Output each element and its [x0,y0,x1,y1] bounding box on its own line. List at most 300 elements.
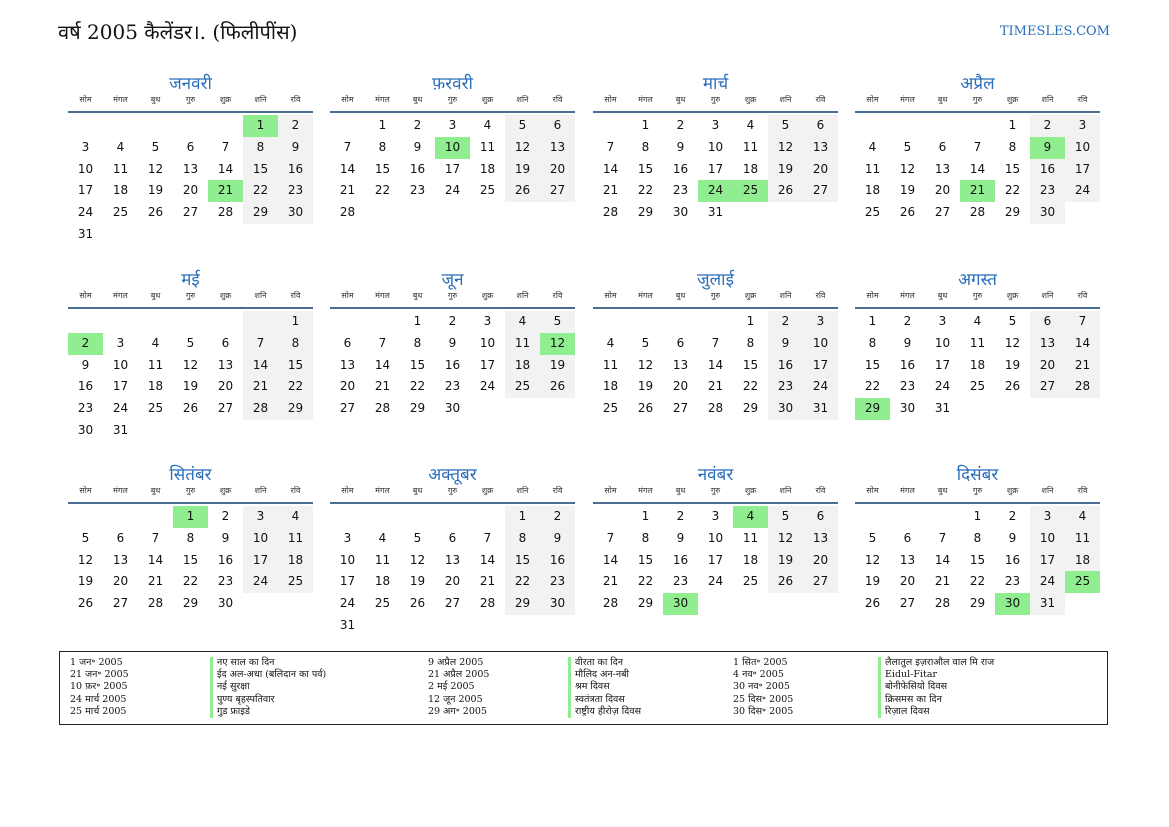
day-cell: 4 [606,335,615,350]
weekday-header [593,94,838,110]
day-cell: 5 [413,530,422,545]
month-calendar [330,463,575,637]
day-cell: 8 [378,139,387,154]
day-grid [68,506,313,615]
day-cell: 14 [339,161,356,176]
day-cell: 9 [1008,530,1017,545]
month-name: जुलाई [697,270,734,290]
day-cell: 9 [903,335,912,350]
day-cell: 20 [217,379,234,394]
weekday-label: शुक्र [219,95,232,104]
legend-holiday-name: मौलिद अन-नबी [568,669,641,681]
day-cell: 16 [444,357,461,372]
day-cell: 3 [243,506,278,528]
day-cell: 2 [448,314,457,328]
day-cell: 25 [479,183,496,198]
day-cell: 3 [81,139,90,154]
day-cell: 22 [637,574,654,589]
day-cell: 20 [182,183,199,198]
day-cell: 15 [637,552,654,567]
day-cell: 25 [147,401,164,416]
day-cell: 20 [1030,355,1065,377]
holiday-day-cell: 29 [855,398,890,420]
day-cell: 16 [1030,159,1065,181]
weekday-label: शनि [254,95,267,104]
day-cell: 12 [1004,335,1021,350]
day-cell: 19 [768,550,803,572]
weekday-label: सोम [341,486,354,495]
day-cell: 14 [147,552,164,567]
day-cell: 27 [803,180,838,202]
legend-holiday-name: बोनीफेसियो दिवस [878,681,994,693]
day-cell: 15 [409,357,426,372]
day-cell: 18 [374,574,391,589]
day-cell: 9 [676,530,685,545]
day-cell: 1 [278,311,313,333]
day-cell: 31 [803,398,838,420]
day-cell: 19 [1004,357,1021,372]
day-cell: 1 [973,509,982,523]
weekday-label: रवि [815,95,826,104]
day-cell: 14 [479,552,496,567]
legend-date-column [428,657,489,718]
header-divider [330,307,575,309]
header-divider [593,307,838,309]
day-cell: 5 [186,335,195,350]
legend-date: 21 जन॰ 2005 [70,669,129,681]
month-calendar [855,463,1100,615]
day-cell: 1 [641,118,650,132]
day-cell: 30 [217,596,234,611]
weekday-label: बुध [412,291,423,300]
empty-cell [470,506,505,528]
day-cell: 21 [707,379,724,394]
weekday-label: गुरु [447,291,458,300]
empty-cell [960,115,995,137]
day-cell: 29 [637,596,654,611]
day-cell: 2 [768,311,803,333]
day-cell: 5 [1008,314,1017,328]
day-cell: 24 [243,571,278,593]
day-cell: 25 [505,376,540,398]
weekday-label: बुध [937,291,948,300]
day-cell: 28 [602,205,619,220]
legend-name-column [878,657,994,718]
weekday-label: बुध [675,486,686,495]
holiday-day-cell: 25 [1065,571,1100,593]
day-cell: 10 [243,528,278,550]
weekday-label: मंगल [113,486,128,495]
empty-cell [68,506,103,528]
weekday-label: रवि [815,486,826,495]
day-cell: 23 [540,571,575,593]
day-cell: 6 [221,335,230,350]
day-cell: 3 [803,311,838,333]
weekday-label: शुक्र [1006,95,1019,104]
weekday-header [68,290,313,306]
day-cell: 22 [409,379,426,394]
day-cell: 22 [969,574,986,589]
legend-holiday-name: गुड फ्राइडे [210,706,326,718]
weekday-label: बुध [675,95,686,104]
header-divider [330,502,575,504]
day-cell: 28 [1065,376,1100,398]
day-cell: 6 [1030,311,1065,333]
month-name: नवंबर [697,465,734,485]
day-cell: 15 [278,355,313,377]
day-cell: 22 [864,379,881,394]
day-cell: 19 [505,159,540,181]
weekday-label: शुक्र [219,291,232,300]
weekday-label: मंगल [638,486,653,495]
day-cell: 8 [746,335,755,350]
day-cell: 15 [374,161,391,176]
day-cell: 5 [505,115,540,137]
holiday-day-cell: 25 [733,180,768,202]
day-cell: 21 [934,574,951,589]
day-cell: 28 [969,205,986,220]
day-cell: 6 [938,139,947,154]
day-cell: 17 [707,552,724,567]
day-cell: 19 [147,183,164,198]
day-cell: 21 [479,574,496,589]
day-cell: 9 [540,528,575,550]
day-cell: 24 [444,183,461,198]
day-cell: 3 [343,530,352,545]
month-name: अप्रैल [960,74,995,94]
day-cell: 24 [1065,180,1100,202]
empty-cell [698,311,733,333]
legend-holiday-name: वीरता का दिन [568,657,641,669]
day-cell: 11 [969,335,986,350]
day-cell: 17 [479,357,496,372]
day-cell: 24 [77,205,94,220]
day-cell: 25 [864,205,881,220]
empty-cell [890,506,925,528]
day-cell: 2 [221,509,230,523]
day-cell: 1 [1008,118,1017,132]
day-cell: 16 [768,355,803,377]
weekday-label: सोम [341,291,354,300]
day-cell: 28 [147,596,164,611]
day-cell: 18 [1065,550,1100,572]
day-cell: 26 [409,596,426,611]
legend-date: 29 अग॰ 2005 [428,705,487,717]
day-cell: 28 [707,401,724,416]
day-cell: 29 [637,205,654,220]
day-cell: 7 [938,530,947,545]
day-cell: 21 [147,574,164,589]
day-cell: 24 [479,379,496,394]
weekday-label: शनि [779,95,792,104]
weekday-header [855,485,1100,501]
weekday-label: शनि [1041,95,1054,104]
empty-cell [68,311,103,333]
header-divider [593,111,838,113]
day-cell: 5 [768,115,803,137]
legend-date: 12 जून 2005 [428,693,483,705]
day-cell: 12 [768,137,803,159]
month-name: मई [181,270,200,290]
day-cell: 10 [934,335,951,350]
day-cell: 17 [1030,550,1065,572]
day-cell: 9 [81,357,90,372]
weekday-label: सोम [79,95,92,104]
day-cell: 19 [409,574,426,589]
day-cell: 17 [339,574,356,589]
day-cell: 30 [899,401,916,416]
weekday-label: शनि [516,291,529,300]
day-cell: 26 [637,401,654,416]
day-cell: 1 [413,314,422,328]
day-cell: 1 [746,314,755,328]
day-cell: 8 [868,335,877,350]
day-cell: 6 [343,335,352,350]
day-cell: 14 [969,161,986,176]
day-cell: 29 [182,596,199,611]
day-cell: 26 [77,596,94,611]
empty-cell [628,311,663,333]
month-name: सितंबर [169,465,212,485]
header-divider [330,111,575,113]
day-cell: 30 [672,205,689,220]
day-cell: 6 [803,115,838,137]
day-cell: 22 [243,180,278,202]
day-cell: 13 [444,552,461,567]
day-cell: 13 [217,357,234,372]
empty-cell [173,115,208,137]
legend-date: 24 मार्च 2005 [70,693,127,705]
day-cell: 28 [339,205,356,220]
weekday-header [855,94,1100,110]
day-cell: 23 [672,574,689,589]
header-divider [68,502,313,504]
day-cell: 27 [540,180,575,202]
day-cell: 14 [1065,333,1100,355]
empty-cell [68,115,103,137]
site-link[interactable]: TIMESLES.COM [999,24,1110,39]
page-title: वर्ष 2005 कैलेंडर।. (फिलीपींस) [58,20,298,44]
legend-date: 1 सित॰ 2005 [733,657,788,668]
legend-date: 10 फ़र॰ 2005 [70,681,128,693]
day-cell: 18 [479,161,496,176]
weekday-header [855,290,1100,306]
day-cell: 9 [448,335,457,350]
day-grid [855,311,1100,420]
day-cell: 10 [479,335,496,350]
weekday-label: शनि [1041,291,1054,300]
day-cell: 27 [217,401,234,416]
day-cell: 17 [934,357,951,372]
weekday-header [330,485,575,501]
month-name: अगस्त [958,270,997,290]
weekday-label: बुध [150,291,161,300]
day-cell: 3 [483,314,492,328]
day-cell: 15 [864,357,881,372]
month-calendar [330,72,575,224]
month-name: दिसंबर [956,465,999,485]
weekday-label: गुरु [972,95,983,104]
day-cell: 12 [409,552,426,567]
day-cell: 7 [973,139,982,154]
day-cell: 4 [151,335,160,350]
weekday-label: बुध [937,95,948,104]
day-cell: 13 [339,357,356,372]
day-cell: 20 [672,379,689,394]
day-cell: 26 [147,205,164,220]
weekday-label: मंगल [113,95,128,104]
day-cell: 18 [864,183,881,198]
day-cell: 11 [147,357,164,372]
weekday-label: शनि [779,486,792,495]
empty-cell [208,115,243,137]
day-cell: 13 [1030,333,1065,355]
day-cell: 31 [934,401,951,416]
day-cell: 4 [746,118,755,132]
weekday-label: मंगल [113,291,128,300]
weekday-label: सोम [866,486,879,495]
day-cell: 11 [112,161,129,176]
day-cell: 15 [1004,161,1021,176]
day-cell: 8 [505,528,540,550]
empty-cell [925,506,960,528]
weekday-label: बुध [150,486,161,495]
empty-cell [925,115,960,137]
day-cell: 21 [339,183,356,198]
day-cell: 6 [116,530,125,545]
day-cell: 11 [602,357,619,372]
day-cell: 10 [707,530,724,545]
day-cell: 25 [602,401,619,416]
legend-date-column [70,657,129,718]
weekday-label: बुध [150,95,161,104]
holiday-day-cell: 1 [243,115,278,137]
weekday-header [593,290,838,306]
day-cell: 19 [768,159,803,181]
holiday-day-cell: 10 [435,137,470,159]
weekday-label: शनि [516,95,529,104]
day-cell: 23 [1004,574,1021,589]
day-cell: 4 [1065,506,1100,528]
weekday-label: गुरु [710,486,721,495]
empty-cell [593,506,628,528]
day-cell: 25 [742,574,759,589]
empty-cell [243,311,278,333]
weekday-label: शनि [516,486,529,495]
day-cell: 26 [1004,379,1021,394]
day-cell: 16 [1004,552,1021,567]
day-cell: 20 [899,574,916,589]
day-cell: 29 [505,593,540,615]
day-cell: 31 [1030,593,1065,615]
day-cell: 31 [339,617,356,632]
day-cell: 20 [934,183,951,198]
empty-cell [663,311,698,333]
day-grid [68,311,313,442]
day-cell: 29 [969,596,986,611]
weekday-label: गुरु [185,95,196,104]
day-cell: 14 [602,161,619,176]
day-cell: 21 [243,376,278,398]
day-cell: 16 [77,379,94,394]
holiday-day-cell: 21 [208,180,243,202]
day-cell: 18 [147,379,164,394]
day-grid [855,115,1100,224]
weekday-label: शनि [779,291,792,300]
day-cell: 16 [217,552,234,567]
day-cell: 5 [641,335,650,350]
day-cell: 15 [182,552,199,567]
empty-cell [330,506,365,528]
day-cell: 18 [742,161,759,176]
day-cell: 13 [112,552,129,567]
day-cell: 18 [505,355,540,377]
legend-date: 30 नव॰ 2005 [733,681,790,693]
day-cell: 28 [374,401,391,416]
day-cell: 16 [899,357,916,372]
day-cell: 2 [676,509,685,523]
day-cell: 2 [278,115,313,137]
day-cell: 31 [77,226,94,241]
day-cell: 8 [1008,139,1017,154]
day-cell: 12 [505,137,540,159]
day-cell: 25 [969,379,986,394]
day-cell: 15 [742,357,759,372]
empty-cell [138,311,173,333]
day-cell: 23 [768,376,803,398]
day-cell: 18 [742,552,759,567]
weekday-label: रवि [552,95,563,104]
day-cell: 13 [899,552,916,567]
day-cell: 12 [147,161,164,176]
weekday-label: सोम [79,291,92,300]
weekday-label: रवि [290,95,301,104]
month-calendar [68,268,313,442]
day-cell: 10 [707,139,724,154]
day-cell: 21 [602,574,619,589]
day-cell: 24 [707,574,724,589]
day-cell: 23 [278,180,313,202]
weekday-label: सोम [604,291,617,300]
day-cell: 10 [112,357,129,372]
weekday-label: रवि [552,486,563,495]
day-cell: 18 [602,379,619,394]
day-cell: 22 [742,379,759,394]
day-cell: 22 [374,183,391,198]
day-cell: 20 [803,159,838,181]
day-cell: 11 [505,333,540,355]
day-cell: 4 [378,530,387,545]
empty-cell [330,311,365,333]
month-calendar [593,463,838,615]
day-cell: 27 [112,596,129,611]
weekday-label: शुक्र [219,486,232,495]
holiday-day-cell: 9 [1030,137,1065,159]
holiday-day-cell: 12 [540,333,575,355]
day-cell: 12 [768,528,803,550]
day-cell: 25 [374,596,391,611]
day-cell: 25 [112,205,129,220]
day-cell: 19 [864,574,881,589]
day-cell: 24 [339,596,356,611]
day-cell: 3 [1030,506,1065,528]
weekday-label: मंगल [900,291,915,300]
empty-cell [103,311,138,333]
day-cell: 25 [278,571,313,593]
day-cell: 12 [864,552,881,567]
day-grid [330,506,575,637]
day-cell: 20 [112,574,129,589]
